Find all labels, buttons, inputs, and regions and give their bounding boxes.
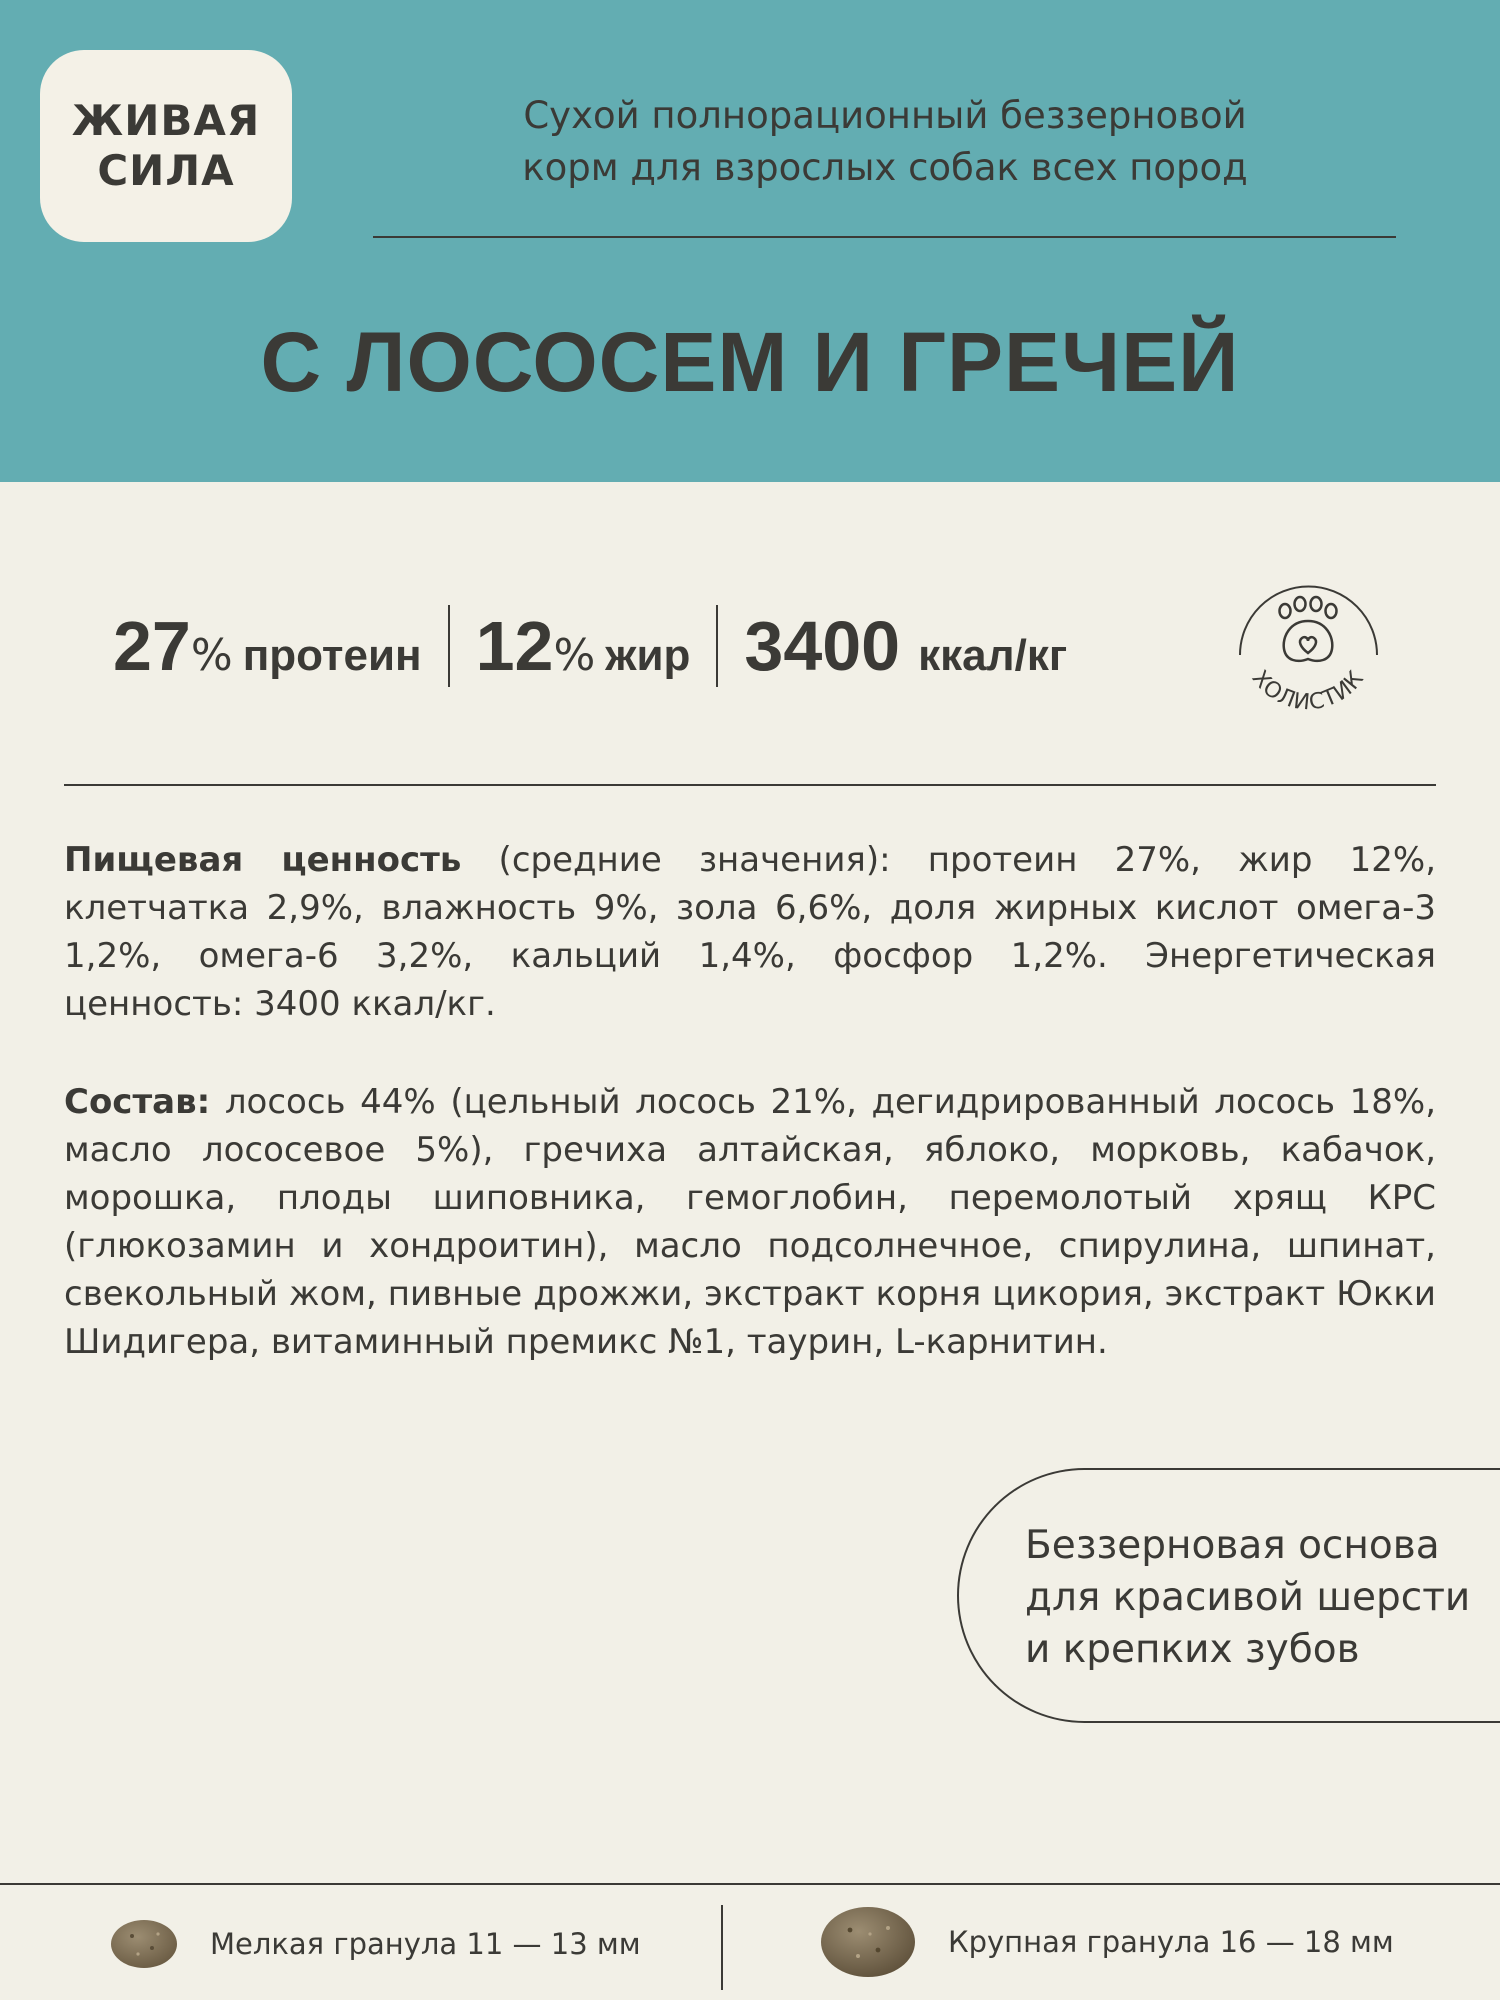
subtitle-line-2: корм для взрослых собак всех пород — [522, 146, 1248, 189]
nutrition-heading: Пищевая ценность — [64, 840, 462, 880]
composition-paragraph — [64, 1078, 1436, 1366]
product-subtitle — [420, 90, 1350, 194]
small-kibble-icon — [108, 1916, 180, 1972]
stat-fat-label: жир — [605, 631, 691, 680]
stat-energy-label: ккал/кг — [918, 631, 1068, 680]
header-divider — [373, 236, 1396, 238]
product-title: С ЛОСОСЕМ И ГРЕЧЕЙ — [260, 315, 1240, 409]
stat-protein-value: 27 — [113, 607, 191, 685]
large-granule-label: Крупная гранула 16 — 18 мм — [948, 1925, 1394, 1959]
stat-divider — [448, 605, 450, 687]
footer-separator — [721, 1905, 723, 1990]
svg-text:ХОЛИСТИК — [1247, 666, 1370, 716]
subtitle-line-1: Сухой полнорационный беззерновой — [523, 94, 1247, 137]
feature-line-2: для красивой шерсти — [1025, 1575, 1471, 1620]
brand-line-1: ЖИВАЯ — [71, 96, 261, 145]
stat-protein-label: протеин — [242, 631, 422, 680]
feature-line-1: Беззерновая основа — [1025, 1523, 1440, 1568]
feature-text — [1025, 1520, 1470, 1676]
composition-text: лосось 44% (цельный лосось 21%, дегидрированный лосось 18%, масло лососевое 5%), гречиха алтайская, яблоко, морковь, кабачок, морошка, плоды шиповника, гемоглобин, перемолотый хрящ КРС (глюкозамин и хондроитин), масло подсолнечное, спирулина, шпинат, свекольный жом, пивные дрожжи, экстракт корня цикория, экстракт Юкки Шидигера, витаминный премикс №1, таурин, L-карнитин. — [64, 1082, 1436, 1362]
stat-fat — [476, 606, 691, 686]
stat-protein — [113, 606, 422, 686]
holistic-badge — [1220, 555, 1395, 730]
small-granule-label: Мелкая гранула 11 — 13 мм — [210, 1927, 641, 1961]
stat-energy — [744, 606, 1067, 686]
stat-energy-value: 3400 — [744, 607, 901, 685]
small-granule-info — [108, 1912, 641, 1976]
footer-divider — [0, 1883, 1500, 1885]
composition-heading: Состав: — [64, 1082, 211, 1122]
nutrition-text: (средние значения): протеин 27%, жир 12%, клетчатка 2,9%, влажность 9%, зола 6,6%, доля жирных кислот омега-3 1,2%, омега-6 3,2%, кальций 1,4%, фосфор 1,2%. Энергетическая ценность: 3400 ккал/кг. — [64, 840, 1437, 1024]
badge-label: ХОЛИСТИК — [1246, 665, 1370, 716]
stat-protein-unit: % — [190, 630, 233, 681]
feature-line-3: и крепких зубов — [1025, 1627, 1360, 1672]
content-divider — [64, 784, 1436, 786]
brand-line-2: СИЛА — [97, 146, 235, 195]
nutrition-paragraph — [64, 836, 1436, 1028]
large-kibble-icon — [818, 1904, 918, 1980]
stats-row — [113, 596, 1067, 696]
stat-fat-value: 12 — [475, 607, 554, 685]
stat-fat-unit: % — [553, 630, 596, 681]
stat-divider — [716, 605, 718, 687]
paw-heart-icon — [1280, 597, 1337, 661]
brand-logo — [40, 50, 292, 242]
large-granule-info — [818, 1904, 1394, 1980]
